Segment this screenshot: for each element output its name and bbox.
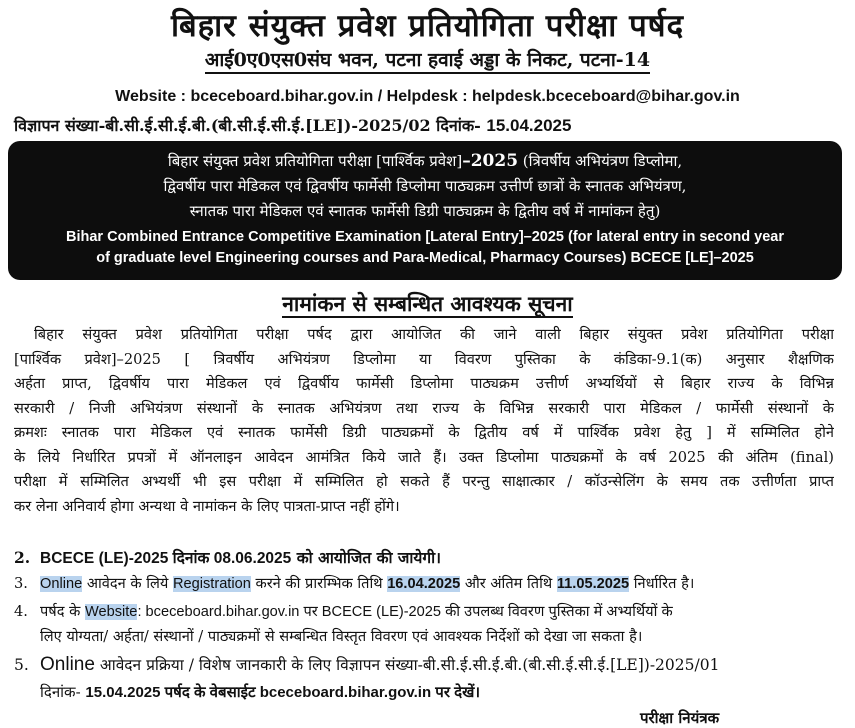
item-3-text-a: आवेदन के लिये — [82, 575, 173, 592]
item-5-online: Online — [40, 654, 95, 675]
notice-heading — [0, 290, 855, 318]
item-4-website: Website — [84, 604, 138, 620]
notice-item-3 — [14, 573, 834, 593]
paragraph-line: क्रमशः स्नातक पारा मेडिकल एवं स्नातक फार्मेसी डिग्री पाठ्यक्रमों के द्वितीय वर्ष में पार्श्विक प्रवेश हेतु ] में सम्मिलित होने — [14, 424, 834, 441]
paragraph-line: कर लेना अनिवार्य होगा अन्यथा वे नामांकन के लिए पात्रता-प्राप्त नहीं होंगे। — [14, 497, 400, 515]
item-3-text-c: और अंतिम तिथि — [460, 575, 557, 592]
banner-english-line-1: Bihar Combined Entrance Competitive Examination [Lateral Entry]–2025 (for lateral entry in second year — [66, 229, 784, 245]
board-title: बिहार संयुक्त प्रवेश प्रतियोगिता परीक्षा पर्षद — [170, 8, 685, 44]
paragraph-line: सरकारी / निजी अभियंत्रण संस्थानों के स्नातक अभियंत्रण तथा राज्य के विभिन्न सरकारी पारा मेडिकल / फार्मेसी संस्थानों के — [14, 399, 834, 417]
board-address-text: आई0ए0एस0संघ भवन, पटना हवाई अड्डा के निकट, पटना-14 — [205, 49, 650, 74]
website-helpdesk-line: Website : bceceboard.bihar.gov.in / Helpdesk : helpdesk.bceceboard@bihar.gov.in — [115, 88, 740, 105]
signature-designation: परीक्षा नियंत्रक — [640, 709, 720, 727]
item-3-text-d: निर्धारित है। — [629, 575, 695, 592]
item-3-number: 3. — [14, 575, 28, 592]
board-address — [0, 46, 855, 72]
banner-hindi-line-2: द्विवर्षीय पारा मेडिकल एवं द्विवर्षीय फार्मेसी डिप्लोमा पाठ्यक्रम उत्तीर्ण छात्रों के स्नातक अभियंत्रण, — [163, 177, 687, 195]
advertisement-date: 15.04.2025 — [486, 116, 572, 135]
item-5-date-website: 15.04.2025 पर्षद के वेबसाईट bceceboard.bihar.gov.in पर देखें। — [85, 684, 481, 701]
banner-hindi-line-1 — [18, 149, 832, 174]
notice-paragraph — [14, 323, 834, 519]
paragraph-line: बिहार संयुक्त प्रवेश प्रतियोगिता परीक्षा पर्षद द्वारा आयोजित की जाने वाली बिहार संयुक्त प्रवेश प्रतियोगिता परीक्षा — [34, 326, 834, 343]
item-5-date-label: दिनांक- — [40, 683, 86, 701]
item-3-online: Online — [40, 576, 83, 592]
item-5-number: 5. — [14, 656, 29, 674]
item-4-line-1-rest: : bceceboard.bihar.gov.in पर BCECE (LE)-2025 की उपलब्ध विवरण पुस्तिका में अभ्यर्थियों के — [137, 604, 673, 620]
item-2-exam-date: 08.06.2025 — [213, 550, 292, 567]
banner-hindi-line-1-year: –2025 — [462, 151, 519, 171]
item-2-text-b: को आयोजित की जायेगी। — [291, 548, 442, 567]
item-3-text-b: करने की प्रारम्भिक तिथि — [250, 575, 388, 592]
paragraph-line: अर्हता प्राप्त, द्विवर्षीय पारा मेडिकल एवं द्विवर्षीय फार्मेसी डिप्लोमा पाठ्यक्रम उत्तीर्ण अभ्यर्थियों से बिहार राज्य के विभिन्न — [14, 375, 834, 392]
item-5-line-1-rest: आवेदन प्रक्रिया / विशेष जानकारी के लिए विज्ञापन संख्या-बी.सी.ई.सी.ई.बी.(बी.सी.ई.सी.ई.[LE])-2025/01 — [94, 656, 720, 674]
item-4-number: 4. — [14, 603, 28, 620]
notice-item-2 — [14, 546, 834, 568]
banner-hindi-line-3: स्नातक पारा मेडिकल एवं स्नातक फार्मेसी डिग्री पाठ्यक्रम के द्वितीय वर्ष में नामांकन हेतु) — [189, 202, 661, 220]
advertisement-prefix: विज्ञापन संख्या-बी.सी.ई.सी.ई.बी.(बी.सी.ई.सी.ई.[LE])-2025/02 दिनांक- — [14, 116, 481, 135]
notice-item-4-line-1 — [14, 601, 834, 621]
banner-hindi-line-1-a: बिहार संयुक्त प्रवेश प्रतियोगिता परीक्षा [पार्श्विक प्रवेश] — [167, 152, 463, 170]
item-3-end-date: 11.05.2025 — [556, 576, 630, 592]
item-2-number: 2. — [14, 548, 31, 567]
banner-english-line-2: of graduate level Engineering courses and Para-Medical, Pharmacy Courses) BCECE [LE]–2025 — [96, 250, 754, 266]
exam-banner — [8, 141, 842, 280]
notice-item-5-line-1 — [14, 653, 834, 676]
item-3-registration: Registration — [172, 576, 251, 592]
banner-hindi-line-1-c: (त्रिवर्षीय अभियंत्रण डिप्लोमा, — [518, 152, 683, 170]
advertisement-number — [14, 114, 571, 136]
paragraph-line: के लिये निर्धारित प्रपत्रों में ऑनलाइन आवेदन आमंत्रित किये जाते हैं। उक्त डिप्लोमा पाठ्यक्रमों के वर्ष 2025 की अंतिम (final) — [14, 448, 834, 466]
item-3-start-date: 16.04.2025 — [387, 576, 461, 592]
notice-heading-text: नामांकन से सम्बन्धित आवश्यक सूचना — [282, 291, 573, 316]
item-4-prefix: पर्षद के — [40, 603, 85, 620]
paragraph-line: परीक्षा में सम्मिलित अभ्यर्थी भी इस परीक्षा में सम्मिलित हो सकते हैं परन्तु साक्षात्कार / कॉउन्सेलिंग के समय तक उत्तीर्णता प्राप्त — [14, 473, 834, 490]
paragraph-line: [पार्श्विक प्रवेश]–2025 [ त्रिवर्षीय अभियंत्रण डिप्लोमा या विवरण पुस्तिका के कंडिका-9.1(क) अनुसार शैक्षणिक — [14, 350, 834, 368]
notice-item-5-line-2 — [40, 682, 855, 702]
item-2-text-a: BCECE (LE)-2025 दिनांक — [40, 550, 214, 567]
notice-item-4-line-2: लिए योग्यता/ अर्हता/ संस्थानों / पाठ्यक्रमों से सम्बन्धित विस्तृत विवरण एवं आवश्यक निर्देशों को देखा जा सकता है। — [40, 628, 643, 645]
